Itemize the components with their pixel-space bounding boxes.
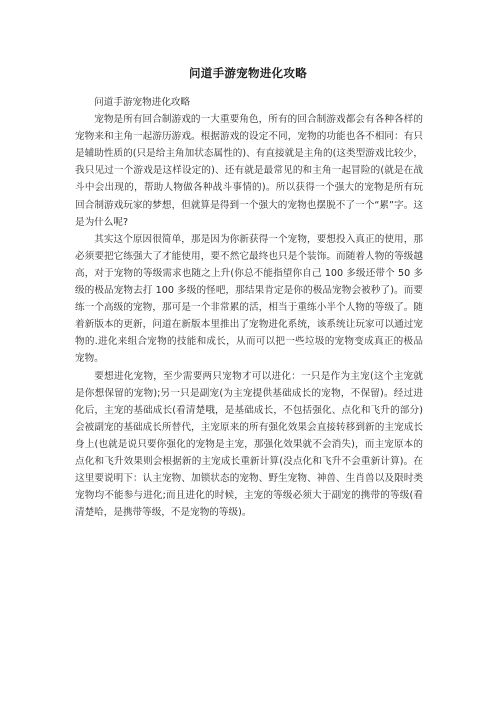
paragraph-3: 要想进化宠物，至少需要两只宠物才可以进化：一只是作为主宠(这个主宠就是你想保留的宠物);另一只是副宠(为主宠提供基础成长的宠物，不保留)。经过进化后，主宠的基础成长(看清楚哦，是基础成长，不包括强化、点化和飞升的部分)会被副宠的基础成长所替代，主宠原来的所有强化效果会直接转移到新的主宠成长身上(也就是说只要你强化的宠物是主宠，那强化效果就不会消失)，而主宠原本的点化和飞升效果则会根据新的主宠成长重新计算(没点化和飞升不会重新计算)。在这里要说明下：认主宠物、加锁状态的宠物、野生宠物、神兽、生肖兽以及限时类宠物均不能参与进化;而且进化的时候，主宠的等级必须大于副宠的携带的等级(看清楚哈，是携带等级，不是宠物的等级)。	[75, 370, 423, 519]
document-title: 问道手游宠物进化攻略	[189, 66, 307, 80]
paragraph-1: 宠物是所有回合制游戏的一大重要角色，所有的回合制游戏都会有各种各样的宠物来和主角一起游历游戏。根据游戏的设定不同，宠物的功能也各不相同：有只是辅助性质的(只是给主角加状态属性的)、有直接就是主角的(这类型游戏比较少，我只见过一个游戏是这样设定的)、还有就是最常见的和主角一起冒险的(就是在战斗中会出现的，帮助人物做各种战斗事情的)。所以获得一个强大的宠物是所有玩回合制游戏玩家的梦想，但就算是得到一个强大的宠物也摆脱不了一个“累”字。这是为什么呢?	[75, 114, 423, 228]
paragraph-subtitle: 问道手游宠物进化攻略	[94, 97, 191, 108]
paragraph-2: 其实这个原因很简单，那是因为你新获得一个宠物，要想投入真正的使用，那必须要把它练强大了才能使用，要不然它最终也只是个装饰。而随着人物的等级越高，对于宠物的等级需求也随之上升(你总不能指望你自己 100 多级还带个 50 多级的极品宠物去打 100 多级的怪吧，那结果肯定是你的极品宠物会被秒了)。而要练一个高级的宠物，那可是一个非常累的活，相当于重练小半个人物的等级了。随着新版本的更新，问道在新版本里推出了宠物进化系统，该系统让玩家可以通过宠物的.进化来组合宠物的技能和成长，从而可以把一些垃圾的宠物变成真正的极品宠物。	[75, 233, 423, 365]
document-body	[75, 94, 423, 521]
